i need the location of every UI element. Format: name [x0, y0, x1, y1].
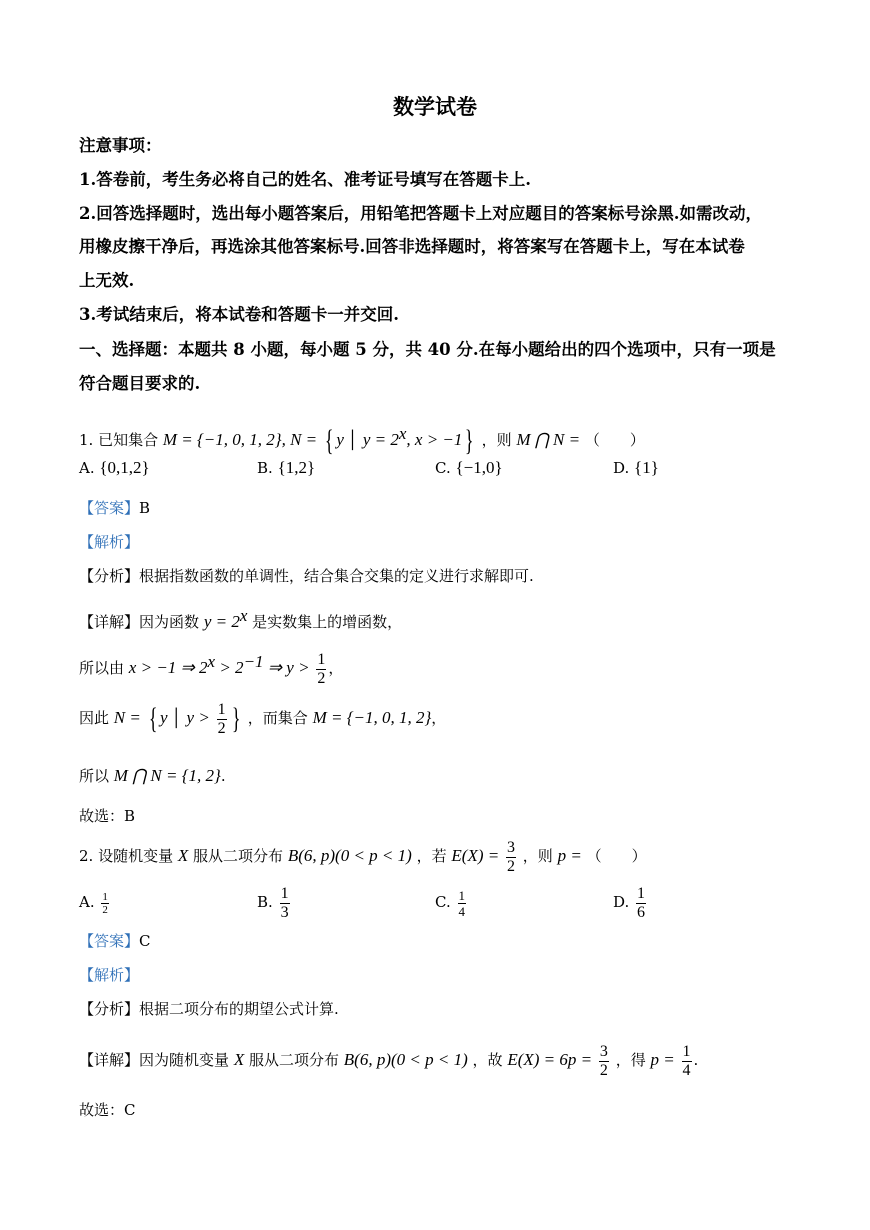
- q1-option-c[interactable]: C. {−1,0}: [435, 458, 503, 477]
- q1-detail-line-3: 因此 N = { y │ y > $\frac{1}{2}$ } ，而集合 M = {−1, 0, 1, 2}，: [79, 700, 447, 737]
- q2-answer: 【答案】C: [79, 932, 151, 950]
- q1-option-d[interactable]: D. {1}: [613, 458, 659, 477]
- fraction-one-half: $\frac{1}{2}$: [317, 650, 326, 687]
- page-title: 数学试卷: [393, 94, 477, 119]
- notice-item-2-line-3: 上无效.: [79, 271, 135, 290]
- q1-detail-line-1: 【详解】因为函数 $y = 2^x$ 是实数集上的增函数，: [79, 606, 403, 631]
- fraction-one-half: $\frac{1}{2}$: [217, 700, 226, 737]
- q2-fenxi: 【分析】根据二项分布的期望公式计算.: [79, 1000, 339, 1018]
- notice-heading: 注意事项：: [79, 136, 162, 155]
- intersection-expression: M ⋂ N =: [516, 430, 581, 449]
- q2-choose: 故选：C: [79, 1101, 136, 1119]
- q1-option-a[interactable]: A. {0,1,2}: [79, 458, 150, 477]
- q2-analysis-tag: 【解析】: [79, 966, 140, 984]
- q1-option-b[interactable]: B. {1,2}: [257, 458, 316, 477]
- notice-item-2-line-1: 2.回答选择题时，选出每小题答案后，用铅笔把答题卡上对应题目的答案标号涂黑.如需改动，: [79, 204, 762, 223]
- section-heading-line-1: 一、选择题：本题共 8 小题，每小题 5 分，共 40 分.在每小题给出的四个选项中，只有一项是: [79, 340, 776, 359]
- q1-analysis-tag: 【解析】: [79, 533, 140, 551]
- notice-item-3: 3.考试结束后，将本试卷和答题卡一并交回.: [79, 305, 399, 324]
- question-2-stem: 2. 设随机变量 X 服从二项分布 B(6, p)(0 < p < 1) ，若 E(X) = $\frac{3}{2}$ ，则 p = （ ）: [79, 838, 647, 875]
- question-1-stem: 1. 已知集合 M = {−1, 0, 1, 2}, N = { y │ $y = 2^x$, x > −1} ，则 M ⋂ N = （ ）: [79, 424, 645, 457]
- q2-option-d[interactable]: D. $\frac{1}{6}$: [613, 884, 646, 921]
- fraction-three-halves: $\frac{3}{2}$: [599, 1042, 608, 1079]
- q1-detail-line-4: 所以 M ⋂ N = {1, 2}.: [79, 766, 226, 785]
- fraction-three-halves: $\frac{3}{2}$: [507, 838, 515, 875]
- q1-fenxi: 【分析】根据指数函数的单调性，结合集合交集的定义进行求解即可.: [79, 567, 534, 585]
- set-m-definition: M = {−1, 0, 1, 2}, N =: [162, 430, 318, 449]
- q2-option-a[interactable]: A. $\frac{1}{2}$: [79, 890, 108, 916]
- q2-detail: 【详解】因为随机变量 X 服从二项分布 B(6, p)(0 < p < 1) ，故 E(X) = 6p = $\frac{3}{2}$ ，得 p = $\frac{1}{4}$ .: [79, 1042, 699, 1079]
- q1-detail-line-2: 所以由 x > −1 ⇒ $2^x > 2^{-1}$ ⇒ y > $\frac{1}{2}$ ，: [79, 650, 344, 687]
- fraction-one-quarter: $\frac{1}{4}$: [682, 1042, 691, 1079]
- section-heading-line-2: 符合题目要求的.: [79, 374, 201, 393]
- q2-option-b[interactable]: B. $\frac{1}{3}$: [257, 884, 289, 921]
- notice-item-1: 1.答卷前，考生务必将自己的姓名、准考证号填写在答题卡上.: [79, 170, 531, 189]
- q1-choose: 故选：B: [79, 807, 136, 825]
- notice-item-2-line-2: 用橡皮擦干净后，再选涂其他答案标号.回答非选择题时，将答案写在答题卡上，写在本试卷: [79, 237, 745, 256]
- q2-option-c[interactable]: C. $\frac{1}{4}$: [435, 887, 465, 919]
- q1-answer: 【答案】B: [79, 499, 151, 517]
